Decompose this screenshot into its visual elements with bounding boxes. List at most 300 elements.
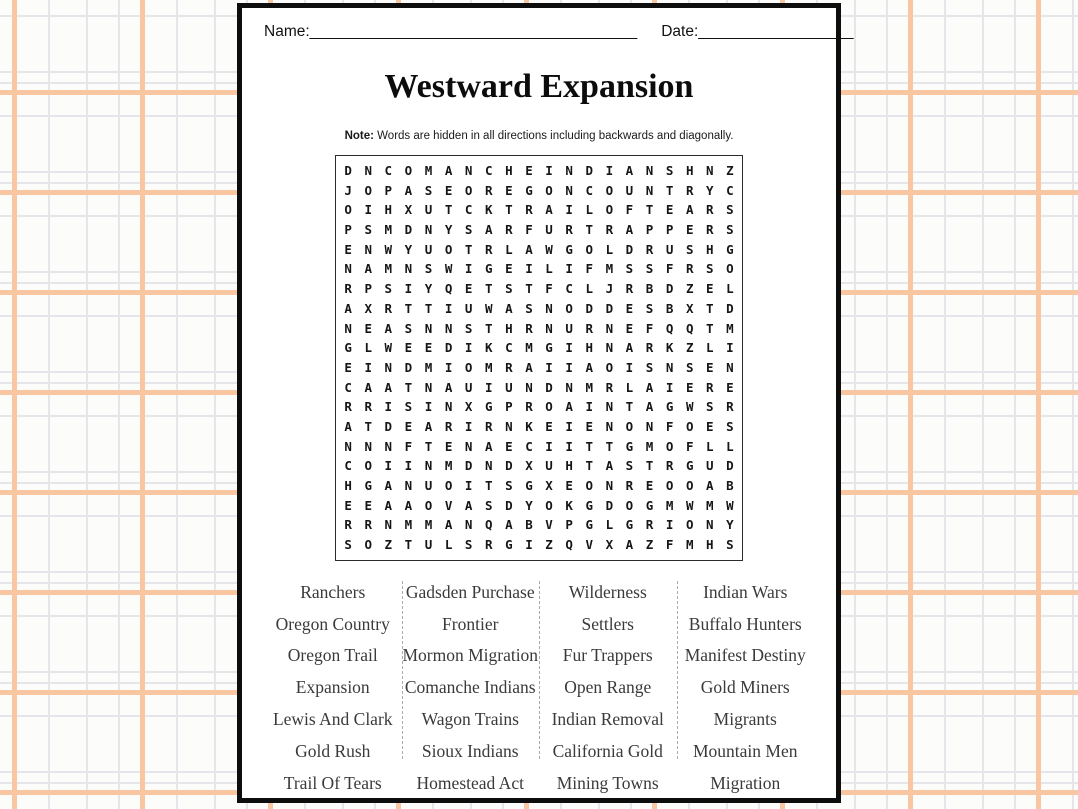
- grid-letter: A: [404, 497, 413, 513]
- word-item: Gold Rush: [295, 740, 371, 761]
- word-item: Lewis And Clark: [272, 708, 393, 729]
- grid-letter: E: [505, 182, 513, 198]
- grid-letter: J: [344, 182, 352, 198]
- grid-letter: A: [444, 517, 453, 533]
- grid-row-18: [338, 496, 740, 516]
- grid-letter: O: [605, 359, 614, 375]
- grid-letter: A: [364, 379, 372, 395]
- grid-letter: P: [645, 222, 654, 238]
- word-list: [264, 577, 814, 800]
- word-item: Wagon Trains: [421, 708, 519, 729]
- grid-letter: W: [384, 340, 393, 356]
- grid-letter: W: [545, 241, 553, 257]
- grid-letter: S: [706, 399, 714, 415]
- grid-letter: O: [364, 537, 372, 553]
- grid-letter: R: [344, 399, 352, 415]
- grid-letter: U: [625, 182, 634, 198]
- grid-letter: N: [565, 163, 573, 178]
- grid-letter: O: [364, 182, 372, 198]
- grid-letter: G: [565, 241, 573, 257]
- grid-letter: I: [485, 379, 493, 395]
- word-item: Migrants: [713, 708, 777, 729]
- grid-letter: I: [565, 202, 573, 218]
- grid-letter: N: [424, 320, 433, 336]
- grid-letter: A: [706, 478, 714, 493]
- grid-letter: L: [706, 438, 714, 454]
- grid-letter: A: [384, 320, 393, 336]
- grid-letter: M: [424, 163, 433, 178]
- grid-letter: N: [424, 379, 433, 395]
- grid-letter: R: [525, 202, 533, 218]
- grid-letter: U: [545, 222, 553, 238]
- grid-letter: I: [464, 261, 473, 277]
- grid-letter: I: [565, 418, 573, 434]
- grid-letter: A: [685, 202, 694, 218]
- worksheet-page: [237, 3, 854, 803]
- grid-letter: I: [464, 340, 473, 356]
- grid-letter: A: [625, 537, 634, 553]
- grid-letter: L: [706, 340, 714, 356]
- grid-letter: C: [505, 340, 513, 356]
- grid-letter: I: [565, 340, 573, 356]
- word-item: Frontier: [442, 613, 499, 634]
- grid-letter: V: [585, 537, 593, 553]
- grid-letter: D: [726, 300, 734, 316]
- grid-letter: B: [525, 517, 533, 533]
- grid-letter: T: [485, 281, 493, 297]
- grid-letter: C: [585, 182, 593, 198]
- grid-letter: T: [645, 458, 654, 474]
- grid-letter: N: [344, 320, 352, 336]
- grid-letter: B: [665, 300, 674, 316]
- grid-letter: A: [444, 163, 453, 178]
- grid-letter: X: [404, 202, 413, 218]
- grid-letter: Z: [384, 537, 393, 553]
- grid-letter: N: [565, 379, 573, 395]
- grid-letter: U: [545, 458, 553, 474]
- date-label: Date:: [661, 23, 699, 40]
- word-item: Open Range: [564, 677, 652, 698]
- grid-letter: L: [444, 537, 453, 553]
- word-item: Mining Towns: [556, 772, 659, 793]
- grid-letter: H: [344, 478, 352, 493]
- grid-letter: R: [706, 222, 714, 238]
- grid-letter: T: [404, 300, 413, 316]
- grid-letter: S: [404, 320, 413, 336]
- grid-letter: V: [545, 517, 553, 533]
- word-item: Indian Wars: [703, 581, 788, 602]
- grid-letter: T: [585, 222, 593, 238]
- grid-letter: O: [444, 241, 453, 257]
- grid-letter: N: [505, 418, 513, 434]
- grid-row-9: [338, 319, 740, 339]
- grid-letter: S: [424, 261, 433, 277]
- grid-letter: E: [625, 320, 634, 336]
- grid-letter: O: [625, 497, 634, 513]
- grid-letter: N: [645, 182, 654, 198]
- grid-letter: R: [485, 241, 493, 257]
- grid-letter: N: [384, 359, 393, 375]
- grid-letter: D: [726, 458, 734, 474]
- grid-letter: A: [384, 478, 393, 493]
- grid-letter: C: [464, 202, 473, 218]
- grid-letter: I: [464, 478, 473, 493]
- grid-letter: A: [485, 222, 493, 238]
- grid-letter: S: [404, 399, 413, 415]
- grid-letter: N: [464, 438, 473, 454]
- grid-letter: A: [364, 261, 372, 277]
- grid-letter: F: [545, 281, 553, 297]
- grid-letter: Z: [685, 340, 694, 356]
- word-item: Oregon Country: [275, 613, 390, 634]
- grid-letter: S: [685, 359, 694, 375]
- grid-letter: I: [665, 517, 674, 533]
- grid-letter: N: [605, 399, 614, 415]
- grid-letter: D: [625, 241, 634, 257]
- grid-letter: I: [545, 359, 553, 375]
- grid-letter: N: [344, 261, 352, 277]
- grid-row-19: [338, 515, 740, 535]
- grid-letter: H: [706, 241, 714, 257]
- grid-letter: I: [444, 359, 453, 375]
- grid-letter: R: [625, 281, 634, 297]
- grid-letter: L: [545, 261, 553, 277]
- grid-letter: O: [585, 241, 593, 257]
- grid-letter: E: [344, 497, 352, 513]
- grid-letter: C: [344, 458, 352, 474]
- grid-letter: S: [625, 261, 634, 277]
- grid-letter: S: [464, 222, 473, 238]
- grid-letter: N: [384, 517, 393, 533]
- grid-letter: Q: [665, 320, 674, 336]
- grid-letter: G: [645, 497, 654, 513]
- grid-letter: M: [685, 537, 694, 553]
- grid-letter: D: [404, 222, 413, 238]
- grid-letter: N: [605, 320, 614, 336]
- grid-letter: U: [424, 537, 433, 553]
- grid-letter: G: [344, 340, 352, 356]
- grid-row-8: [338, 299, 740, 319]
- grid-letter: C: [525, 438, 533, 454]
- grid-letter: M: [665, 497, 674, 513]
- grid-letter: R: [625, 478, 634, 493]
- grid-letter: R: [605, 222, 614, 238]
- grid-letter: A: [505, 517, 513, 533]
- word-search-grid: [335, 155, 743, 561]
- grid-letter: R: [726, 399, 734, 415]
- grid-letter: A: [645, 399, 654, 415]
- grid-letter: M: [424, 359, 433, 375]
- grid-letter: A: [344, 300, 352, 316]
- grid-letter: I: [565, 438, 573, 454]
- grid-letter: H: [706, 537, 714, 553]
- grid-letter: X: [545, 478, 553, 493]
- grid-letter: N: [424, 222, 433, 238]
- grid-letter: A: [464, 497, 473, 513]
- grid-letter: E: [726, 379, 734, 395]
- grid-letter: M: [485, 359, 493, 375]
- grid-letter: I: [444, 300, 453, 316]
- grid-letter: N: [706, 163, 714, 178]
- grid-letter: A: [344, 418, 352, 434]
- grid-letter: I: [525, 261, 533, 277]
- grid-letter: T: [585, 438, 593, 454]
- grid-row-11: [338, 358, 740, 378]
- grid-letter: R: [585, 320, 593, 336]
- grid-letter: I: [404, 281, 413, 297]
- grid-letter: C: [485, 163, 493, 178]
- grid-letter: R: [485, 418, 493, 434]
- grid-letter: G: [485, 261, 493, 277]
- word-list-column-4: [677, 577, 815, 800]
- page-title: Westward Expansion: [384, 68, 694, 105]
- grid-letter: Q: [485, 517, 493, 533]
- grid-letter: T: [444, 202, 453, 218]
- word-list-column-2: [402, 577, 540, 800]
- grid-letter: N: [726, 359, 734, 375]
- grid-row-14: [338, 417, 740, 437]
- grid-letter: M: [424, 517, 433, 533]
- grid-letter: U: [665, 241, 674, 257]
- grid-letter: E: [424, 340, 433, 356]
- grid-letter: L: [605, 241, 614, 257]
- word-item: Expansion: [295, 677, 370, 698]
- grid-letter: G: [685, 458, 694, 474]
- grid-letter: D: [384, 418, 393, 434]
- grid-row-16: [338, 456, 740, 476]
- grid-letter: N: [545, 300, 553, 316]
- grid-letter: E: [565, 478, 573, 493]
- word-item: Sioux Indians: [421, 740, 519, 761]
- grid-letter: E: [706, 281, 714, 297]
- grid-letter: W: [444, 261, 453, 277]
- grid-letter: S: [344, 537, 352, 553]
- grid-letter: U: [565, 320, 573, 336]
- grid-letter: Y: [404, 241, 413, 257]
- grid-letter: G: [545, 340, 553, 356]
- grid-letter: Y: [726, 517, 734, 533]
- grid-letter: A: [645, 379, 654, 395]
- grid-letter: N: [404, 261, 413, 277]
- grid-letter: A: [525, 241, 533, 257]
- grid-letter: T: [645, 202, 654, 218]
- grid-letter: U: [706, 458, 714, 474]
- grid-letter: I: [364, 359, 372, 375]
- grid-letter: E: [344, 359, 352, 375]
- grid-letter: U: [505, 379, 513, 395]
- grid-letter: O: [464, 182, 473, 198]
- grid-letter: F: [625, 202, 634, 218]
- grid-row-6: [338, 259, 740, 279]
- word-item: Trail Of Tears: [283, 772, 382, 793]
- name-label: Name:: [264, 23, 310, 40]
- grid-letter: O: [585, 478, 593, 493]
- grid-letter: D: [605, 300, 614, 316]
- grid-letter: R: [505, 222, 513, 238]
- grid-letter: R: [706, 202, 714, 218]
- grid-letter: D: [505, 497, 513, 513]
- grid-letter: I: [625, 359, 634, 375]
- grid-letter: A: [424, 418, 433, 434]
- grid-letter: S: [726, 537, 734, 553]
- grid-letter: A: [565, 399, 573, 415]
- grid-row-4: [338, 220, 740, 240]
- grid-letter: K: [485, 340, 493, 356]
- grid-letter: N: [545, 320, 553, 336]
- grid-letter: T: [706, 300, 714, 316]
- grid-letter: P: [505, 399, 513, 415]
- grid-letter: L: [625, 379, 634, 395]
- grid-letter: T: [485, 478, 493, 493]
- grid-row-10: [338, 338, 740, 358]
- grid-letter: Q: [444, 281, 453, 297]
- grid-letter: A: [525, 359, 533, 375]
- grid-letter: I: [404, 458, 413, 474]
- grid-letter: R: [485, 182, 493, 198]
- grid-letter: O: [665, 438, 674, 454]
- grid-letter: T: [625, 399, 634, 415]
- grid-letter: I: [464, 418, 473, 434]
- grid-letter: M: [384, 261, 393, 277]
- grid-letter: D: [585, 163, 593, 178]
- grid-letter: Q: [685, 320, 694, 336]
- grid-letter: S: [485, 497, 493, 513]
- word-item: Oregon Trail: [287, 645, 378, 666]
- grid-letter: G: [726, 241, 734, 257]
- grid-letter: U: [424, 241, 433, 257]
- grid-letter: L: [585, 202, 593, 218]
- grid-letter: C: [344, 379, 352, 395]
- grid-letter: O: [344, 202, 352, 218]
- grid-letter: Z: [685, 281, 694, 297]
- grid-letter: T: [404, 537, 413, 553]
- grid-letter: I: [364, 202, 372, 218]
- grid-letter: O: [404, 163, 413, 178]
- grid-letter: S: [726, 418, 734, 434]
- grid-letter: R: [485, 537, 493, 553]
- grid-letter: N: [665, 359, 674, 375]
- grid-letter: R: [665, 458, 674, 474]
- grid-letter: A: [384, 379, 393, 395]
- grid-letter: R: [344, 517, 352, 533]
- header: [264, 22, 854, 42]
- grid-letter: O: [364, 458, 372, 474]
- grid-letter: T: [585, 458, 593, 474]
- word-item: Gold Miners: [700, 677, 790, 698]
- grid-letter: W: [384, 241, 393, 257]
- grid-letter: M: [404, 517, 413, 533]
- grid-letter: R: [605, 379, 614, 395]
- grid-letter: N: [645, 163, 654, 178]
- grid-letter: Y: [525, 497, 533, 513]
- grid-letter: N: [404, 478, 413, 493]
- grid-letter: Y: [424, 281, 433, 297]
- grid-letter: I: [545, 163, 553, 178]
- grid-letter: G: [585, 517, 593, 533]
- grid-letter: R: [645, 241, 654, 257]
- grid-letter: N: [645, 418, 654, 434]
- grid-letter: N: [344, 438, 352, 454]
- grid-letter: D: [464, 458, 473, 474]
- grid-letter: N: [364, 241, 372, 257]
- grid-letter: S: [685, 241, 694, 257]
- grid-letter: M: [645, 438, 654, 454]
- grid-letter: M: [726, 320, 734, 336]
- grid-letter: E: [344, 241, 352, 257]
- word-item: Mountain Men: [692, 740, 798, 761]
- grid-row-15: [338, 437, 740, 457]
- grid-letter: I: [424, 399, 433, 415]
- grid-letter: N: [444, 320, 453, 336]
- grid-letter: W: [685, 399, 694, 415]
- grid-row-17: [338, 476, 740, 496]
- grid-letter: V: [444, 497, 453, 513]
- grid-letter: Y: [706, 182, 714, 198]
- grid-letter: I: [726, 340, 734, 356]
- grid-letter: N: [384, 438, 393, 454]
- grid-letter: K: [665, 340, 674, 356]
- grid-letter: Z: [545, 537, 553, 553]
- grid-letter: S: [525, 300, 533, 316]
- word-item: Ranchers: [300, 581, 366, 602]
- grid-letter: E: [665, 202, 674, 218]
- grid-letter: S: [625, 458, 634, 474]
- grid-letter: F: [525, 222, 533, 238]
- grid-letter: N: [464, 163, 473, 178]
- grid-row-5: [338, 240, 740, 260]
- grid-letter: X: [464, 399, 473, 415]
- grid-letter: M: [706, 497, 714, 513]
- grid-letter: R: [645, 517, 654, 533]
- grid-letter: N: [444, 399, 453, 415]
- grid-letter: E: [685, 222, 694, 238]
- grid-letter: D: [404, 359, 413, 375]
- grid-letter: G: [665, 399, 674, 415]
- grid-letter: T: [665, 182, 674, 198]
- grid-letter: B: [726, 478, 734, 493]
- grid-letter: O: [444, 478, 453, 493]
- grid-letter: R: [364, 399, 372, 415]
- grid-letter: R: [364, 517, 372, 533]
- grid-letter: S: [665, 163, 674, 178]
- word-item: Gadsden Purchase: [405, 581, 535, 602]
- grid-letter: M: [444, 458, 453, 474]
- grid-letter: D: [665, 281, 674, 297]
- grid-letter: G: [525, 478, 533, 493]
- grid-letter: A: [384, 497, 393, 513]
- grid-letter: E: [364, 320, 372, 336]
- grid-letter: I: [585, 399, 593, 415]
- word-item: Comanche Indians: [404, 677, 536, 698]
- grid-letter: B: [645, 281, 654, 297]
- grid-letter: L: [585, 281, 593, 297]
- note-text: Words are hidden in all directions including backwards and diagonally.: [377, 130, 734, 142]
- grid-letter: F: [685, 438, 694, 454]
- grid-letter: R: [685, 182, 694, 198]
- grid-letter: T: [404, 379, 413, 395]
- grid-letter: O: [625, 418, 634, 434]
- grid-letter: I: [605, 163, 614, 178]
- grid-letter: U: [464, 300, 473, 316]
- grid-letter: K: [565, 497, 573, 513]
- grid-letter: S: [505, 478, 513, 493]
- grid-letter: M: [585, 379, 593, 395]
- grid-letter: R: [525, 399, 533, 415]
- grid-letter: E: [545, 418, 553, 434]
- grid-letter: E: [525, 163, 533, 178]
- grid-letter: E: [685, 379, 694, 395]
- grid-letter: S: [726, 202, 734, 218]
